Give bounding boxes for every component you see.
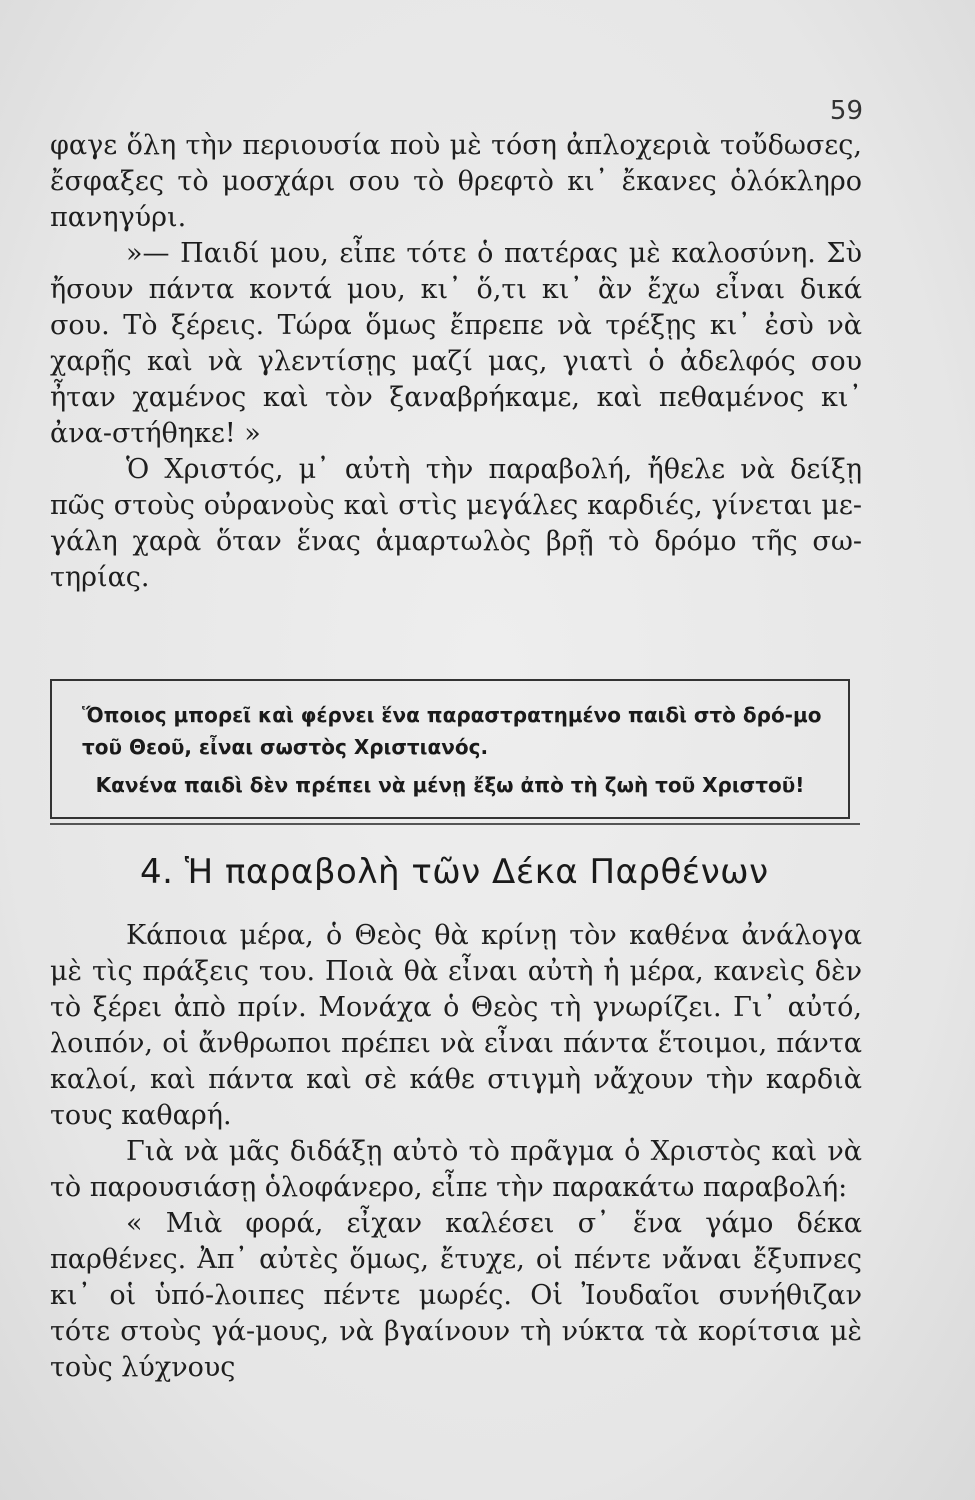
divider: [50, 823, 860, 825]
notice-line: Κανένα παιδὶ δὲν πρέπει νὰ μένῃ ἔξω ἀπὸ τὴ ζωὴ τοῦ Χριστοῦ!: [95, 773, 805, 797]
notice-box: [50, 679, 850, 819]
text-section-2: [50, 918, 862, 1386]
text-section-1: [50, 128, 862, 596]
page-number: 59: [829, 96, 863, 126]
paragraph: Γιὰ νὰ μᾶς διδάξῃ αὐτὸ τὸ πρᾶγμα ὁ Χριστὸς καὶ νὰ τὸ παρουσιάσῃ ὁλοφάνερο, εἶπε τὴν παρακάτω παραβολή:: [50, 1136, 862, 1203]
paragraph: »— Παιδί μου, εἶπε τότε ὁ πατέρας μὲ καλοσύνη. Σὺ ἤσουν πάντα κοντά μου, κι᾿ ὅ,τι κι᾿ ἂν ἔχω εἶναι δικά σου. Τὸ ξέρεις. Τώρα ὅμως ἔπρεπε νὰ τρέξῃς κι᾿ ἐσὺ νὰ χαρῇς καὶ νὰ γλεντίσῃς μαζί μας, γιατὶ ὁ ἀδελφός σου ἦταν χαμένος καὶ τὸν ξαναβρήκαμε, καὶ πεθαμένος κι᾿ ἀνα-στήθηκε! »: [50, 238, 862, 449]
notice-line: Ὅποιος μπορεῖ καὶ φέρνει ἕνα παραστρατημένο παιδὶ στὸ δρό-μο τοῦ Θεοῦ, εἶναι σωστὸς Χριστιανός.: [82, 703, 822, 759]
paragraph: « Μιὰ φορά, εἶχαν καλέσει σ᾿ ἕνα γάμο δέκα παρθένες. Ἀπ᾿ αὐτὲς ὅμως, ἔτυχε, οἱ πέντε νἄναι ἔξυπνες κι᾿ οἱ ὑπό-λοιπες πέντε μωρές. Οἱ Ἰουδαῖοι συνήθιζαν τότε στοὺς γά-μους, νὰ βγαίνουν τὴ νύκτα τὰ κορίτσια μὲ τοὺς λύχνους: [50, 1208, 862, 1383]
paragraph: Κάποια μέρα, ὁ Θεὸς θὰ κρίνῃ τὸν καθένα ἀνάλογα μὲ τὶς πράξεις του. Ποιὰ θὰ εἶναι αὐτὴ ἡ μέρα, κανεὶς δὲν τὸ ξέρει ἀπὸ πρίν. Μονάχα ὁ Θεὸς τὴ γνωρίζει. Γι᾿ αὐτό, λοιπόν, οἱ ἄνθρωποι πρέπει νὰ εἶναι πάντα ἕτοιμοι, πάντα καλοί, καὶ πάντα καὶ σὲ κάθε στιγμὴ νἄχουν τὴν καρδιὰ τους καθαρή.: [50, 920, 862, 1131]
paragraph: Ὁ Χριστός, μ᾿ αὐτὴ τὴν παραβολή, ἤθελε νὰ δείξῃ πῶς στοὺς οὐρανοὺς καὶ στὶς μεγάλες καρδιές, γίνεται με-γάλη χαρὰ ὅταν ἕνας ἁμαρτωλὸς βρῇ τὸ δρόμο τῆς σω-τηρίας.: [50, 454, 862, 593]
section-heading: 4. Ἡ παραβολὴ τῶν Δέκα Παρθένων: [140, 852, 769, 892]
paragraph: φαγε ὅλη τὴν περιουσία ποὺ μὲ τόση ἀπλοχεριὰ τοὔδωσες, ἔσφαξες τὸ μοσχάρι σου τὸ θρεφτὸ κι᾿ ἔκανες ὁλόκληρο πανηγύρι.: [50, 130, 862, 233]
